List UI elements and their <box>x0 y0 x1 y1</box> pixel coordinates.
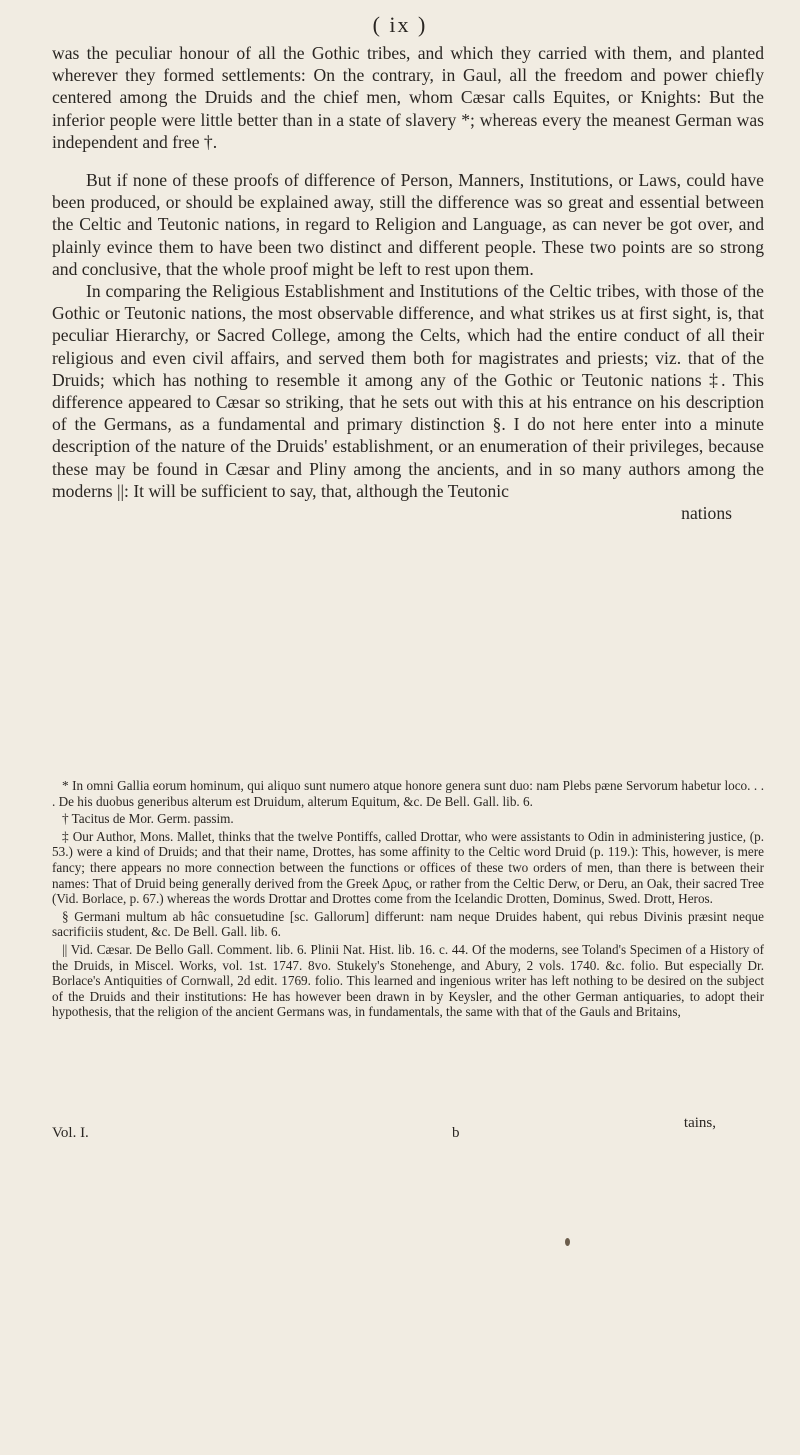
footnote: ‡ Our Author, Mons. Mallet, thinks that the twelve Pontiffs, called Drottar, who were assistants to Odin in administering justice, (p. 53.) were a kind of Druids; and that their name, Drottes, has some affinity to the Celtic word Druid (p. 119.): This, however, is mere fancy; there appears no more connection between the functions or offices of these two orders of men, than there is between their names: That of Druid being generally derived from the Greek Δρυς, or rather from the Celtic Derw, or Deru, an Oak, their sacred Tree (Vid. Borlace, p. 67.) whereas the words Drottar and Drottes come from the Icelandic Drotten, Dominus, Swed. Drott, Heros. <box>52 828 764 907</box>
footnotes <box>52 778 764 1022</box>
ink-spot <box>565 1238 570 1246</box>
page-header: ( ix ) <box>372 12 428 37</box>
footnote: § Germani multum ab hâc consuetudine [sc. Gallorum] differunt: nam neque Druides habent, qui rebus Divinis præsint neque sacrificiis student, &c. De Bell. Gall. lib. 6. <box>52 908 764 940</box>
main-text <box>52 42 764 524</box>
body-catchword: nations <box>681 503 732 524</box>
signature-mark: b <box>452 1125 460 1141</box>
footnote: * In omni Gallia eorum hominum, qui aliquo sunt numero atque honore genera sunt duo: nam Plebs pæne Servorum habetur loco. . . . De his duobus generibus alterum est Druidum, alterum Equitum, &c. De Bell. Gall. lib. 6. <box>52 778 764 809</box>
footnote: || Vid. Cæsar. De Bello Gall. Comment. lib. 6. Plinii Nat. Hist. lib. 16. c. 44. Of the moderns, see Toland's Specimen of a History of the Druids, in Miscel. Works, vol. 1st. 1747. 8vo. Stukely's Stonehenge, and Abury, 2 vols. 1740. &c. folio. But especially Dr. Borlace's Antiquities of Cornwall, 2d edit. 1769. folio. This learned and ingenious writer has left nothing to be desired on the subject of the Druids and their institutions: He has however been drawn in by Keysler, and the other German antiquaries, to adopt their hypothesis, that the religion of the ancient Germans was, in fundamentals, the same with that of the Gauls and Britains, <box>52 941 764 1020</box>
footnote: † Tacitus de Mor. Germ. passim. <box>62 811 234 827</box>
paragraph: But if none of these proofs of difference of Person, Manners, Institutions, or Laws, could have been produced, or should be explained away, still the difference was so great and essential between the Celtic and Teutonic nations, in regard to Religion and Language, as can never be got over, and plainly evince them to have been two distinct and different people. These two points are so strong and conclusive, that the whole proof might be left to rest upon them. <box>52 170 764 279</box>
paragraph: In comparing the Religious Establishment and Institutions of the Celtic tribes, with those of the Gothic or Teutonic nations, the most observable difference, and what strikes us at first sight, is, that peculiar Hierarchy, or Sacred College, among the Celts, which had the entire conduct of all their religious and even civil affairs, and served them both for magistrates and priests; viz. that of the Druids; which has nothing to resemble it among any of the Gothic or Teutonic nations ‡. This difference appeared to Cæsar so striking, that he sets out with this at his entrance on his description of the Germans, as a fundamental and primary distinction §. I do not here enter into a minute description of the nature of the Druids' establishment, or an enumeration of their privileges, because these may be found in Cæsar and Pliny among the ancients, and in so many authors among the moderns ||: It will be sufficient to say, that, although the Teutonic <box>52 281 764 501</box>
volume-label: Vol. I. <box>52 1125 89 1141</box>
paragraph: was the peculiar honour of all the Gothic tribes, and which they carried with them, and planted wherever they formed settlements: On the contrary, in Gaul, all the freedom and power chiefly centered among the Druids and the chief men, whom Cæsar calls Equites, or Knights: But the inferior people were little better than in a state of slavery *; whereas every the meanest German was independent and free †. <box>52 43 764 152</box>
footnote-catchword: tains, <box>683 1115 716 1131</box>
page-signature <box>52 1115 764 1145</box>
